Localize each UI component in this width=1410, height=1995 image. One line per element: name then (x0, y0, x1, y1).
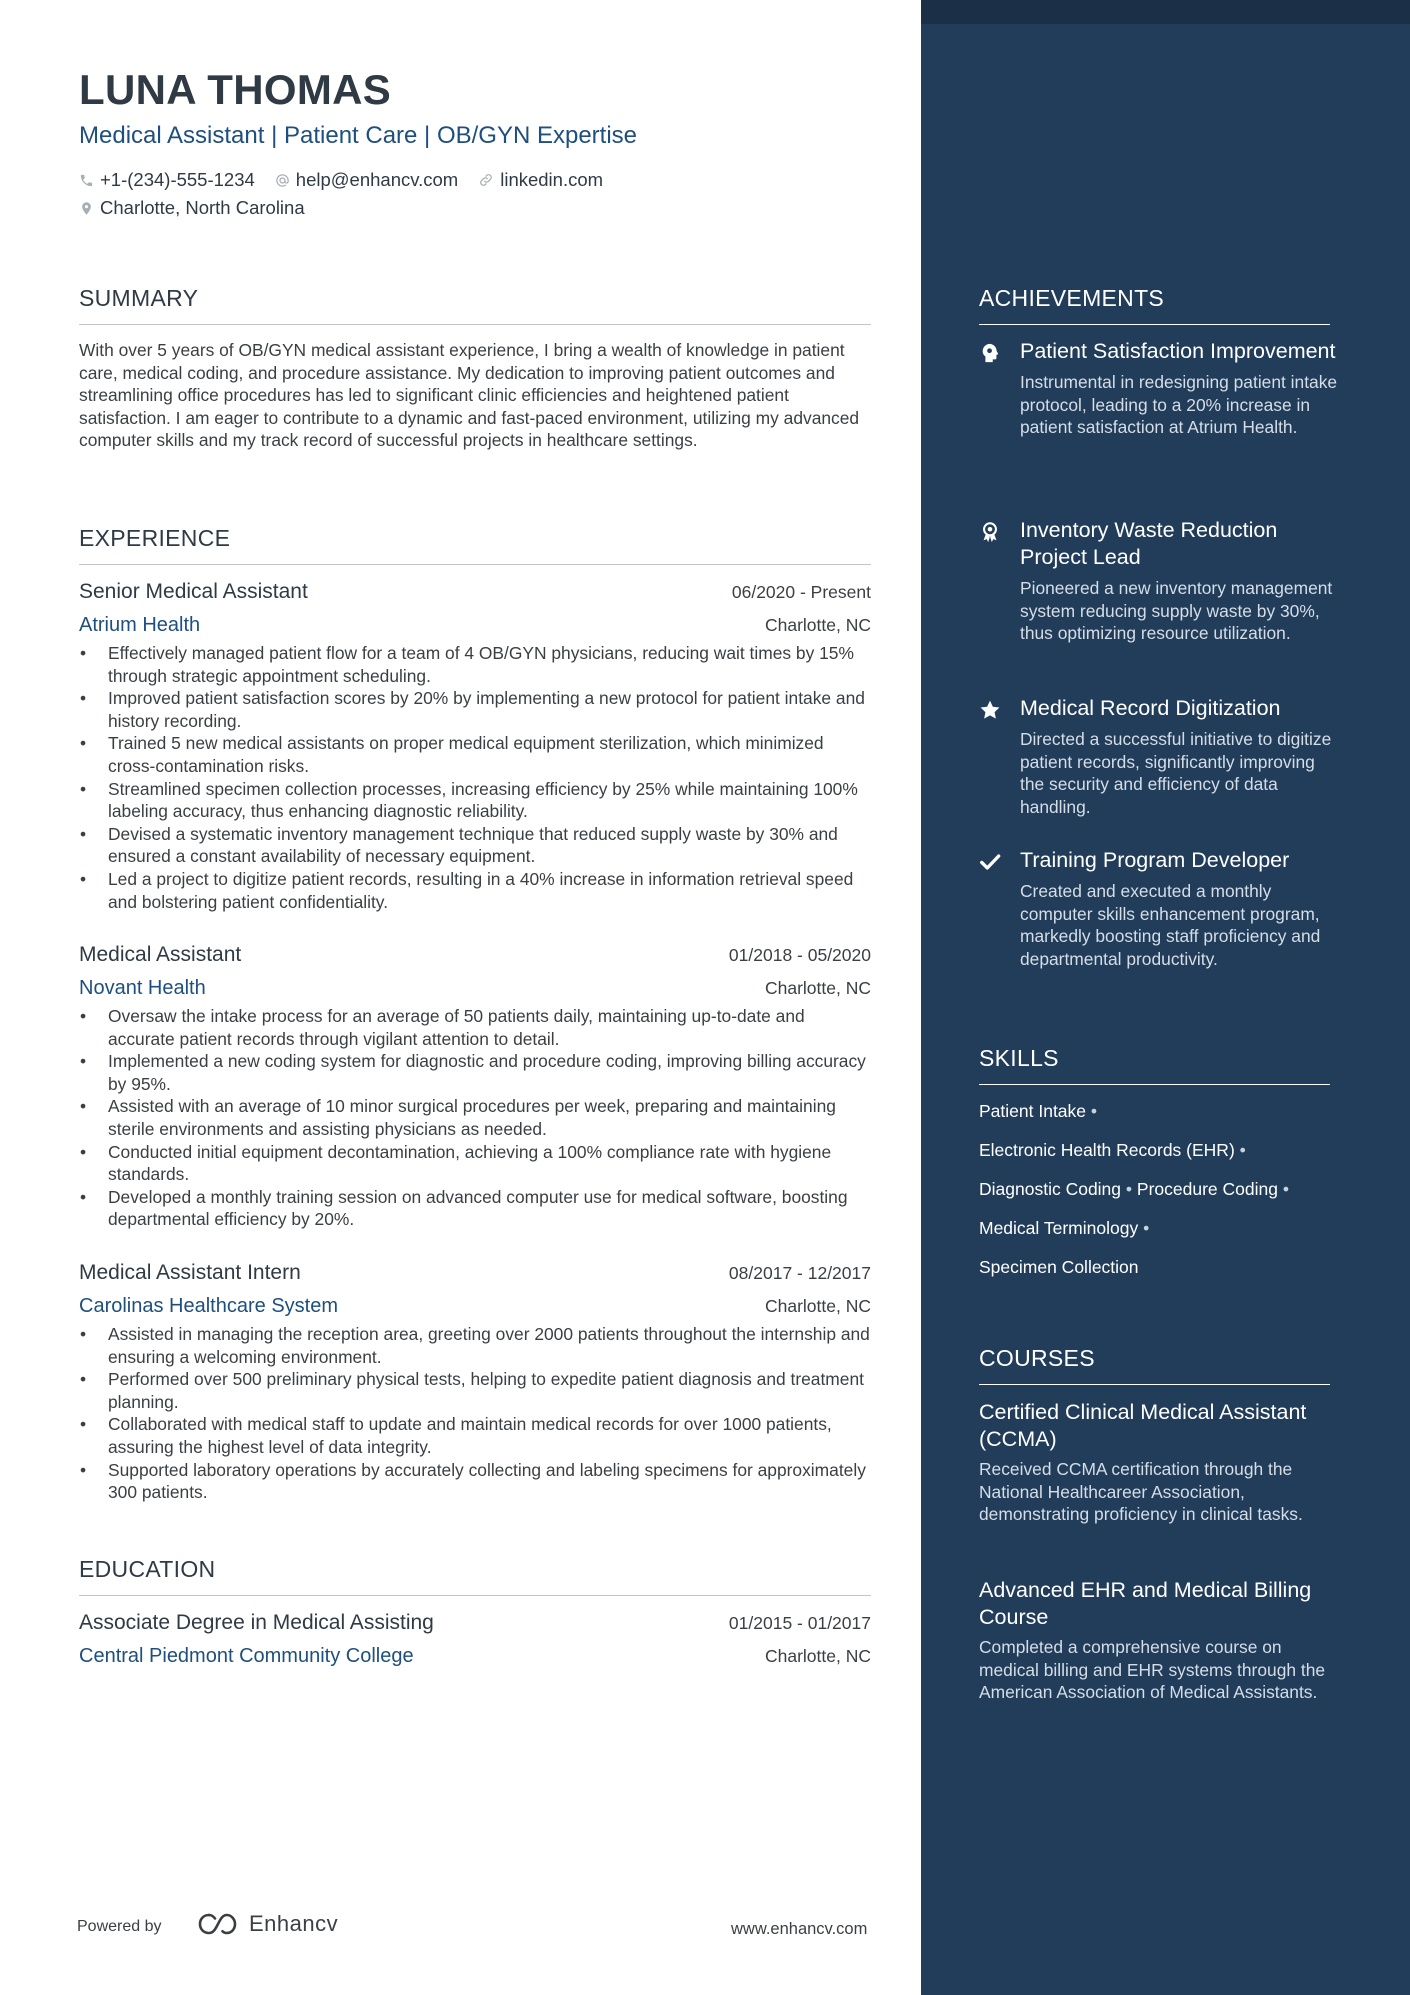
job-bullets (79, 1005, 871, 1231)
bullet-item: • Supported laboratory operations by accurately collecting and labeling specimens for approximately 300 patients. (79, 1459, 871, 1504)
contact-row (79, 169, 623, 191)
enhancv-logo-icon (195, 1911, 241, 1937)
job-location: Charlotte, NC (764, 615, 871, 635)
skills-heading: SKILLS (979, 1045, 1330, 1085)
skill-row (979, 1100, 1359, 1139)
skill-item: Specimen Collection (979, 1257, 1139, 1277)
award-ribbon-icon (979, 521, 1001, 543)
bullet-item: • Effectively managed patient flow for a team of 4 OB/GYN physicians, reducing wait times by 15% through strategic appointment scheduling. (79, 642, 871, 687)
email-contact[interactable] (275, 169, 458, 191)
location-row (79, 197, 325, 219)
skill-item: Medical Terminology (979, 1218, 1139, 1238)
job-entry (79, 580, 871, 913)
link-icon (478, 172, 494, 188)
bullet-item: • Conducted initial equipment decontamination, achieving a 100% compliance rate with hygiene standards. (79, 1141, 871, 1186)
bullet-item: • Assisted in managing the reception area, greeting over 2000 patients throughout the internship and ensuring a welcoming environment. (79, 1323, 871, 1368)
candidate-name: LUNA THOMAS (79, 66, 392, 113)
achievement-description: Directed a successful initiative to digitize patient records, significantly improving the security and efficiency of data handling. (1020, 729, 1332, 817)
job-title: Senior Medical Assistant (79, 580, 308, 603)
bullet-item: • Trained 5 new medical assistants on proper medical equipment sterilization, which minimized cross-contamination risks. (79, 732, 871, 777)
achievement-item (979, 695, 1339, 818)
enhancv-brand-text: Enhancv (249, 1911, 339, 1936)
skill-separator: • (1282, 1179, 1289, 1199)
achievement-title: Inventory Waste Reduction Project Lead (1020, 518, 1278, 569)
skill-item: Diagnostic Coding (979, 1179, 1122, 1199)
bullet-item: • Developed a monthly training session on advanced computer use for medical software, boosting departmental efficiency by 20%. (79, 1186, 871, 1231)
phone-number: +1-(234)-555-1234 (100, 169, 255, 190)
courses-heading: COURSES (979, 1345, 1330, 1385)
phone-contact (79, 169, 255, 191)
skill-separator: • (1090, 1101, 1098, 1121)
headline: Medical Assistant | Patient Care | OB/GYN Expertise (79, 122, 638, 149)
achievement-item (979, 847, 1339, 970)
achievement-title: Patient Satisfaction Improvement (1020, 339, 1336, 363)
job-bullets (79, 642, 871, 913)
job-company: Atrium Health (79, 614, 201, 636)
achievement-title: Medical Record Digitization (1020, 696, 1281, 720)
job-title: Medical Assistant (79, 943, 242, 966)
summary-heading: SUMMARY (79, 285, 871, 325)
school-location: Charlotte, NC (764, 1646, 871, 1666)
skill-row (979, 1256, 1359, 1295)
job-location: Charlotte, NC (764, 978, 871, 998)
email-address[interactable]: help@enhancv.com (295, 169, 459, 190)
course-title: Certified Clinical Medical Assistant (CCMA) (979, 1400, 1307, 1451)
at-sign-icon (275, 173, 290, 188)
bullet-item: • Led a project to digitize patient records, resulting in a 40% increase in information retrieval speed and bolstering patient confidentiality. (79, 868, 871, 913)
achievement-item (979, 338, 1339, 439)
skill-item: Electronic Health Records (EHR) (979, 1140, 1235, 1160)
achievement-title: Training Program Developer (1020, 848, 1290, 872)
location-contact (79, 197, 305, 219)
skill-separator: • (1143, 1218, 1150, 1238)
education-heading: EDUCATION (79, 1556, 871, 1596)
linkedin-url[interactable]: linkedin.com (500, 169, 604, 190)
skill-item: Procedure Coding (1136, 1179, 1278, 1199)
bullet-item: • Assisted with an average of 10 minor surgical procedures per week, preparing and maintaining sterile environments and assisting physicians as needed. (79, 1095, 871, 1140)
bullet-item: • Implemented a new coding system for diagnostic and procedure coding, improving billing accuracy by 95%. (79, 1050, 871, 1095)
job-company: Novant Health (79, 977, 206, 999)
course-item (979, 1577, 1339, 1704)
skill-item: Patient Intake (979, 1101, 1087, 1121)
enhancv-logo[interactable] (195, 1911, 338, 1937)
summary-text: With over 5 years of OB/GYN medical assistant experience, I bring a wealth of knowledge in patient care, medical coding, and procedure assistance. My dedication to improving patient outcomes and streamlining office procedures has led to significant clinic efficiencies and heightened patient satisfaction. I am eager to contribute to a dynamic and fast-paced environment, utilizing my advanced computer skills and my track record of successful projects in healthcare settings. (79, 340, 860, 451)
sidebar-top-bar (921, 0, 1410, 24)
website-url[interactable]: www.enhancv.com (731, 1920, 868, 1938)
course-description: Received CCMA certification through the National Healthcareer Association, demonstrating proficiency in clinical tasks. (979, 1459, 1303, 1525)
job-date: 06/2020 - Present (731, 582, 871, 602)
job-date: 08/2017 - 12/2017 (728, 1263, 871, 1283)
phone-icon (79, 173, 94, 188)
skill-row (979, 1139, 1359, 1178)
checkmark-icon (979, 851, 1001, 873)
bullet-item: • Streamlined specimen collection processes, increasing efficiency by 25% while maintaining 100% labeling accuracy, thus enhancing diagnostic reliability. (79, 778, 871, 823)
skills-list (979, 1100, 1359, 1295)
achievement-description: Pioneered a new inventory management system reducing supply waste by 30%, thus optimizing resource utilization. (1020, 578, 1333, 644)
skill-separator: • (1125, 1179, 1133, 1199)
location-text: Charlotte, North Carolina (100, 197, 305, 218)
job-location: Charlotte, NC (764, 1296, 871, 1316)
education-date: 01/2015 - 01/2017 (728, 1613, 871, 1633)
job-bullets (79, 1323, 871, 1504)
bullet-item: • Devised a systematic inventory management technique that reduced supply waste by 30% and ensured a constant availability of necessary equipment. (79, 823, 871, 868)
education-entry (79, 1611, 871, 1668)
job-company: Carolinas Healthcare System (79, 1295, 338, 1317)
head-icon (979, 342, 1001, 364)
job-entry (79, 943, 871, 1231)
achievements-heading: ACHIEVEMENTS (979, 285, 1330, 325)
achievement-item (979, 517, 1339, 645)
school-name: Central Piedmont Community College (79, 1645, 414, 1667)
bullet-item: • Collaborated with medical staff to update and maintain medical records for over 1000 patients, assuring the highest level of data integrity. (79, 1413, 871, 1458)
skill-row (979, 1217, 1359, 1256)
job-title: Medical Assistant Intern (79, 1261, 301, 1284)
course-description: Completed a comprehensive course on medical billing and EHR systems through the American Association of Medical Assistants. (979, 1637, 1326, 1703)
job-entry (79, 1261, 871, 1504)
sidebar (921, 0, 1410, 1995)
location-pin-icon (79, 200, 94, 217)
bullet-item: • Improved patient satisfaction scores by 20% by implementing a new protocol for patient intake and history recording. (79, 687, 871, 732)
powered-by-label: Powered by (77, 1918, 162, 1935)
course-title: Advanced EHR and Medical Billing Course (979, 1578, 1312, 1629)
star-icon (979, 699, 1001, 721)
bullet-item: • Oversaw the intake process for an average of 50 patients daily, maintaining up-to-date and accurate patient records through vigilant attention to detail. (79, 1005, 871, 1050)
achievement-description: Created and executed a monthly computer skills enhancement program, markedly boosting staff proficiency and departmental productivity. (1020, 881, 1321, 969)
link-contact[interactable] (478, 169, 603, 191)
experience-heading: EXPERIENCE (79, 525, 871, 565)
degree-title: Associate Degree in Medical Assisting (79, 1611, 434, 1634)
achievement-description: Instrumental in redesigning patient intake protocol, leading to a 20% increase in patient satisfaction at Atrium Health. (1020, 372, 1338, 438)
skill-separator: • (1239, 1140, 1246, 1160)
bullet-item: • Performed over 500 preliminary physical tests, helping to expedite patient diagnosis and treatment planning. (79, 1368, 871, 1413)
course-item (979, 1399, 1339, 1526)
job-date: 01/2018 - 05/2020 (728, 945, 871, 965)
skill-row (979, 1178, 1359, 1217)
